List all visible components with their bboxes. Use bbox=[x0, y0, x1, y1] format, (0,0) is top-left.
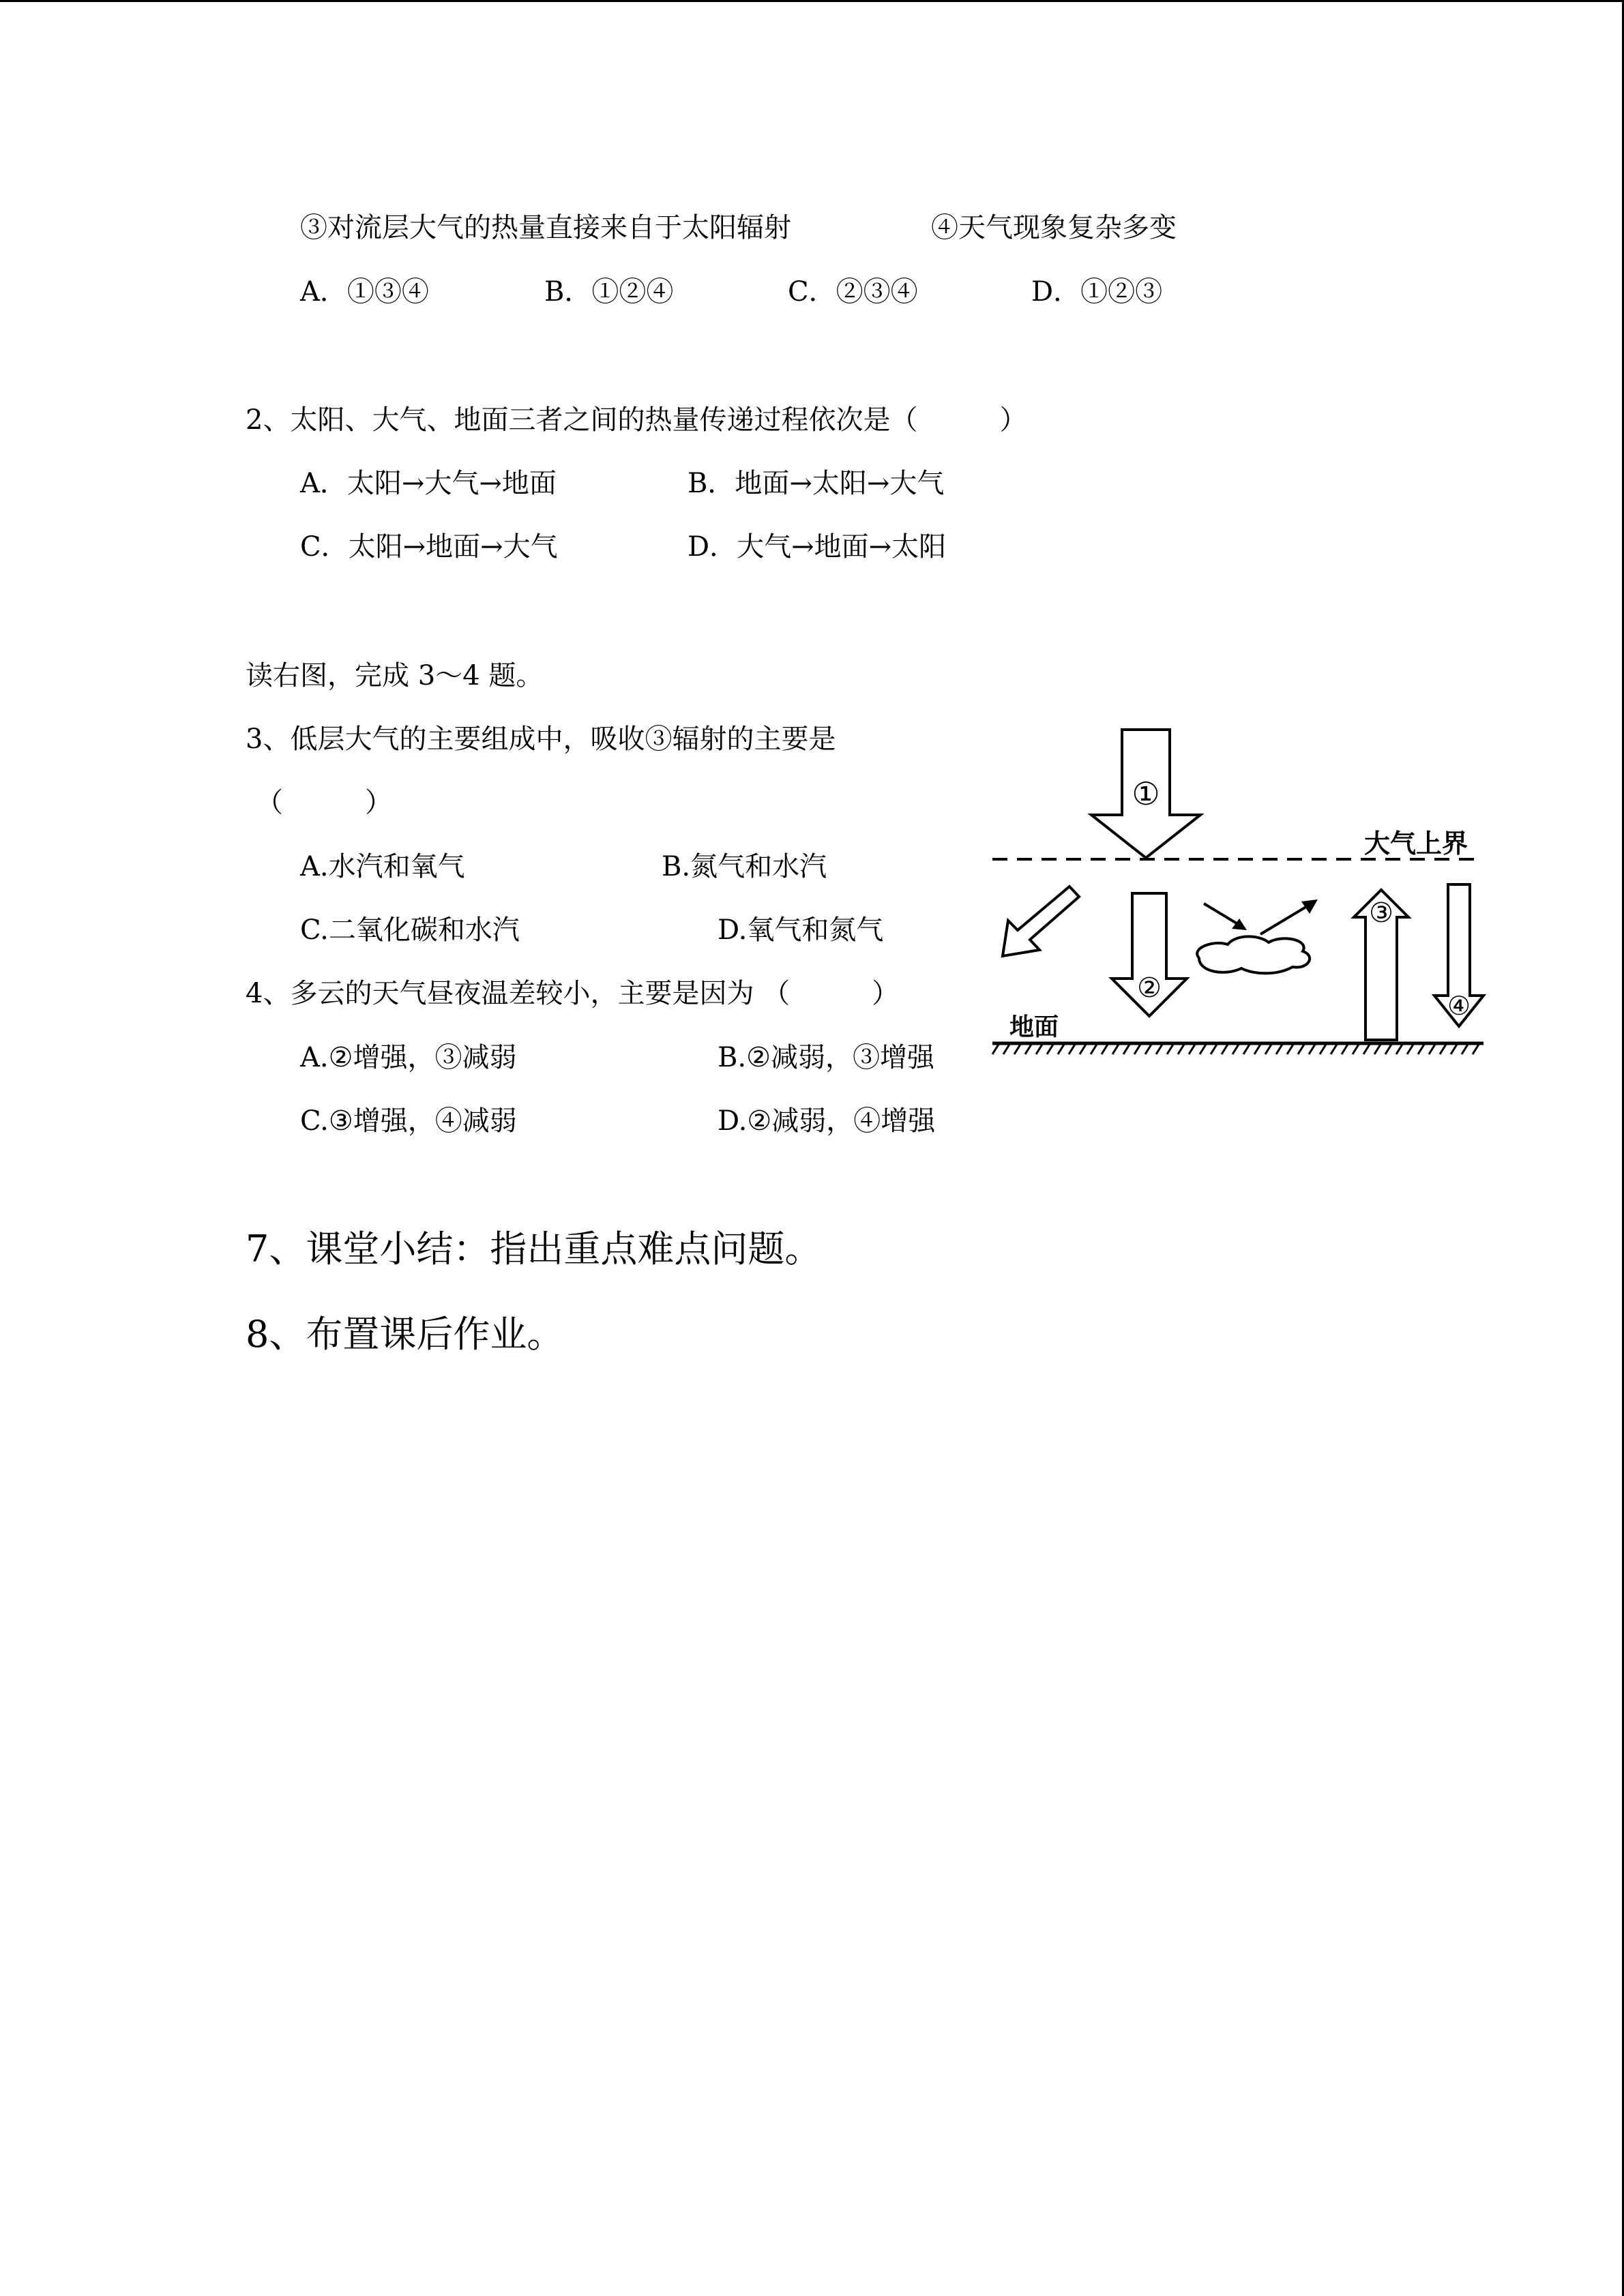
arrow-2-label: ② bbox=[1137, 972, 1162, 1004]
q2-option-a: A．太阳→大气→地面 bbox=[300, 468, 557, 499]
q1-option-c: C．②③④ bbox=[788, 276, 918, 308]
arrow-3-label: ③ bbox=[1369, 897, 1393, 929]
q2-option-d: D．大气→地面→太阳 bbox=[688, 531, 947, 563]
summary-item-7: 7、课堂小结：指出重点难点问题。 bbox=[246, 1227, 822, 1270]
q3-option-c: C.二氧化碳和水汽 bbox=[300, 914, 520, 946]
q2-question: 2、太阳、大气、地面三者之间的热量传递过程依次是（ ） bbox=[246, 404, 1027, 436]
q4-question: 4、多云的天气昼夜温差较小，主要是因为 （ ） bbox=[246, 978, 900, 1009]
q3-option-b: B.氮气和水汽 bbox=[662, 851, 827, 882]
reflection-arrow bbox=[1003, 886, 1079, 956]
q4-option-d: D.②减弱，④增强 bbox=[718, 1105, 936, 1137]
q3-answer-paren: （ ） bbox=[256, 787, 392, 818]
arrow-4-label: ④ bbox=[1447, 991, 1471, 1021]
q1-item-4: ④天气现象复杂多变 bbox=[931, 212, 1177, 243]
atmosphere-heat-diagram bbox=[982, 723, 1494, 1064]
q1-option-a: A．①③④ bbox=[300, 276, 429, 308]
page-top-border bbox=[0, 0, 1624, 2]
arrow-1-label: ① bbox=[1132, 775, 1160, 812]
cloud-reflect-arrow-line bbox=[1260, 906, 1308, 934]
q3-option-a: A.水汽和氧气 bbox=[300, 851, 465, 882]
diagram-intro: 读右图，完成 3～4 题。 bbox=[246, 660, 544, 691]
q4-option-a: A.②增强，③减弱 bbox=[300, 1042, 517, 1073]
q2-option-c: C．太阳→地面→大气 bbox=[300, 531, 558, 563]
cloud-icon bbox=[1197, 936, 1310, 973]
ground-label: 地面 bbox=[1009, 1013, 1059, 1041]
q2-option-b: B．地面→太阳→大气 bbox=[688, 468, 945, 499]
q1-option-b: B．①②④ bbox=[544, 276, 674, 308]
cloud-incoming-arrow-line bbox=[1204, 904, 1240, 925]
q3-question: 3、低层大气的主要组成中，吸收③辐射的主要是 bbox=[246, 724, 836, 755]
cloud-reflect-arrowhead bbox=[1301, 899, 1318, 914]
q3-option-d: D.氧气和氮气 bbox=[718, 914, 884, 946]
atmosphere-top-label: 大气上界 bbox=[1364, 829, 1468, 859]
q1-item-3: ③对流层大气的热量直接来自于太阳辐射 bbox=[300, 212, 791, 243]
q4-option-b: B.②减弱，③增强 bbox=[718, 1042, 934, 1073]
q4-option-c: C.③增强，④减弱 bbox=[300, 1105, 517, 1137]
q1-option-d: D．①②③ bbox=[1031, 276, 1163, 308]
summary-item-8: 8、布置课后作业。 bbox=[246, 1313, 564, 1356]
